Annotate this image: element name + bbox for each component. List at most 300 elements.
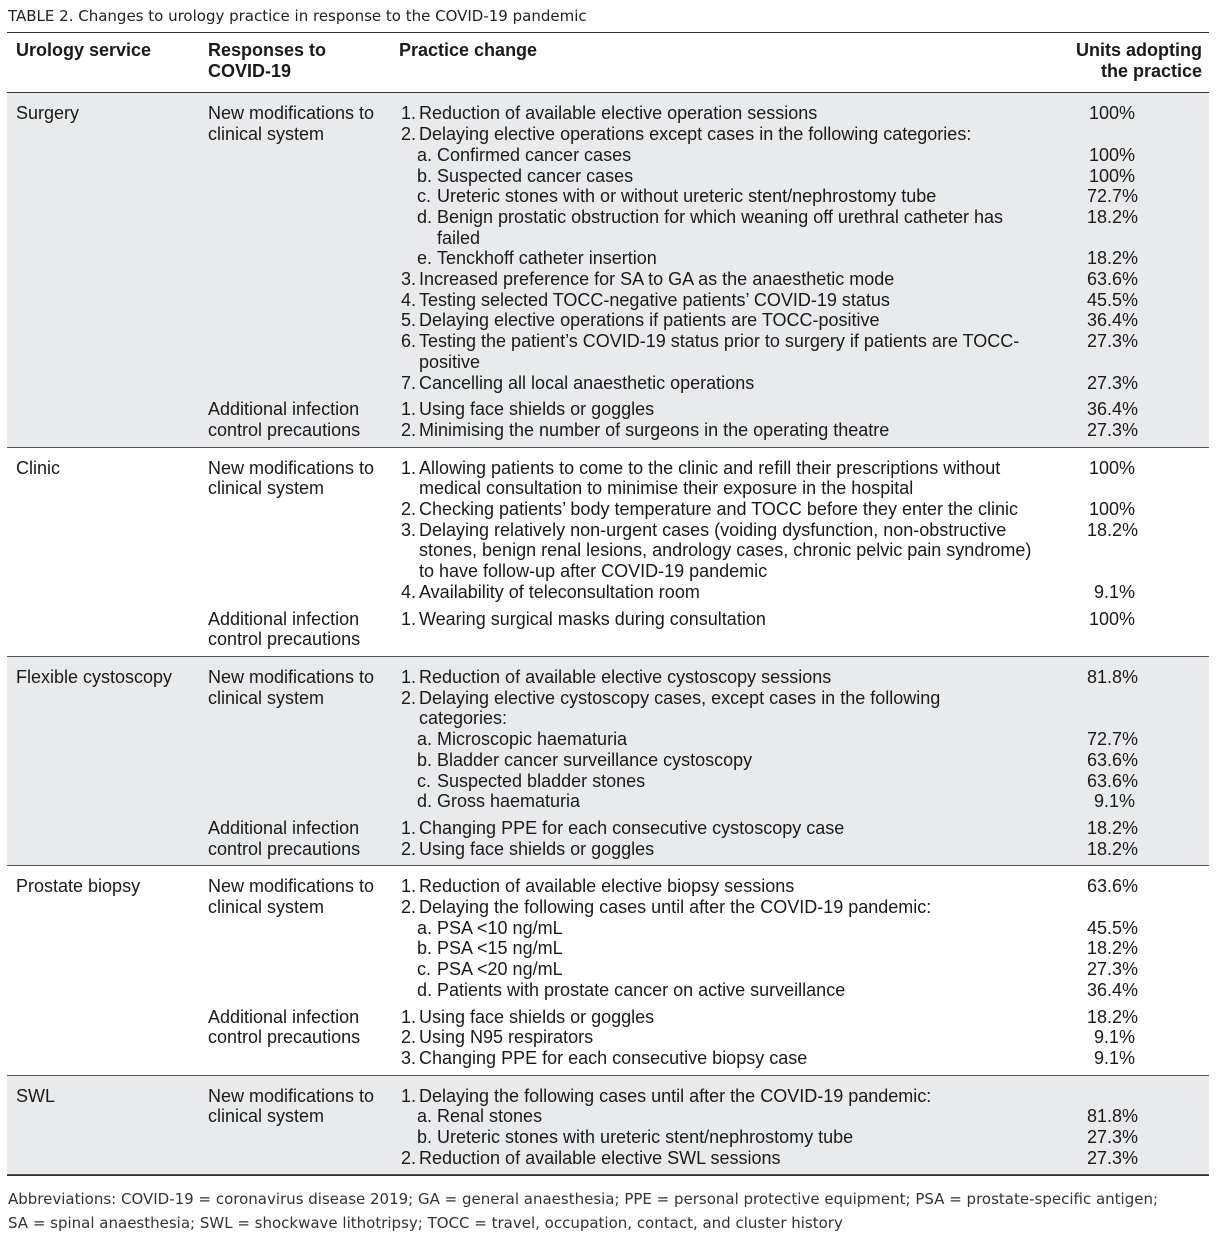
item-text-line: PSA <10 ng/mL xyxy=(437,917,563,938)
item-number: e. xyxy=(417,248,433,269)
item-number: 3. xyxy=(401,269,417,290)
table-row xyxy=(7,812,1209,866)
units-value: 9.1% xyxy=(1093,1027,1135,1048)
item-text-line: Ureteric stones with ureteric stent/nephrostomy tube xyxy=(437,1127,854,1148)
item-text-line: Cancelling all local anaesthetic operations xyxy=(419,372,755,393)
practice-item xyxy=(399,331,1059,372)
table-caption-label: TABLE 2. xyxy=(8,7,74,25)
units-value: 27.3% xyxy=(1087,331,1139,352)
units-value: 18.2% xyxy=(1087,838,1139,859)
units-value-line xyxy=(1087,269,1209,290)
units-value: 100% xyxy=(1088,457,1135,478)
units-value-line xyxy=(1087,186,1209,207)
urology-service-cell xyxy=(7,1001,206,1076)
practice-item xyxy=(399,310,1059,331)
practice-item xyxy=(399,729,1059,750)
item-number: 4. xyxy=(401,581,417,602)
item-number: b. xyxy=(417,1127,433,1148)
units-value: 81.8% xyxy=(1087,666,1139,687)
units-adopting-cell xyxy=(1059,656,1209,811)
units-value-line xyxy=(1087,1106,1209,1127)
units-value: 9.1% xyxy=(1093,581,1135,602)
table-header xyxy=(7,33,1209,93)
urology-service-cell xyxy=(7,393,206,447)
units-value-line xyxy=(1087,124,1209,145)
item-number: c. xyxy=(417,770,432,791)
units-value-line xyxy=(1087,1027,1209,1048)
item-number: 2. xyxy=(401,124,417,145)
header-units-adopting xyxy=(1059,33,1209,93)
item-number: 2. xyxy=(401,687,417,708)
item-text-line: Reduction of available elective biopsy sessions xyxy=(419,876,795,897)
practice-item xyxy=(399,959,1059,980)
item-text-line: Reduction of available elective SWL sessions xyxy=(419,1147,781,1168)
units-value: 18.2% xyxy=(1087,206,1139,227)
item-number: a. xyxy=(417,144,433,165)
item-number: 3. xyxy=(401,1047,417,1068)
units-value-line xyxy=(1087,166,1209,187)
response-line: Additional infection xyxy=(208,608,360,629)
units-value-line xyxy=(1087,959,1209,980)
units-value: 72.7% xyxy=(1087,186,1139,207)
units-value: 100% xyxy=(1088,144,1135,165)
item-text-line: Suspected bladder stones xyxy=(437,770,646,791)
units-value-line xyxy=(1087,729,1209,750)
item-text-line: Suspected cancer cases xyxy=(437,165,634,186)
table-row xyxy=(7,603,1209,657)
item-text-line: failed xyxy=(437,227,481,248)
item-number: c. xyxy=(417,186,432,207)
practice-change-cell xyxy=(399,447,1059,602)
practice-item xyxy=(399,186,1059,207)
practice-item xyxy=(399,839,1059,860)
item-number: 1. xyxy=(401,817,417,838)
units-value: 18.2% xyxy=(1087,519,1139,540)
table-row xyxy=(7,1001,1209,1076)
item-text-line: categories: xyxy=(419,708,508,729)
units-value-line xyxy=(1087,667,1209,688)
item-text-line: Increased preference for SA to GA as the anaesthetic mode xyxy=(419,269,895,290)
units-value-line xyxy=(1087,420,1209,441)
item-text-line: Checking patients’ body temperature and TOCC before they enter the clinic xyxy=(419,499,1019,520)
item-number: d. xyxy=(417,791,433,812)
practice-change-cell xyxy=(399,93,1059,393)
service-section xyxy=(7,447,1209,656)
units-value: 27.3% xyxy=(1087,1127,1139,1148)
footnote-line: Abbreviations: COVID-19 = coronavirus disease 2019; GA = general anaesthesia; PPE = personal protective equipment; PSA = prostate-specific antigen; xyxy=(8,1190,1159,1209)
item-number: 1. xyxy=(401,876,417,897)
units-value-line xyxy=(1087,918,1209,939)
units-value-line xyxy=(1087,228,1209,249)
practice-change-cell xyxy=(399,603,1059,657)
practice-item xyxy=(399,1048,1059,1069)
table-figure xyxy=(7,0,1209,1235)
units-value-line xyxy=(1087,938,1209,959)
units-value-line xyxy=(1087,248,1209,269)
units-value xyxy=(1087,540,1135,561)
response-line: Additional infection xyxy=(208,399,360,420)
units-value-line xyxy=(1087,561,1209,582)
practice-item xyxy=(399,876,1059,897)
practice-item xyxy=(399,818,1059,839)
response-cell xyxy=(206,866,399,1001)
item-text-line: Tenckhoff catheter insertion xyxy=(437,248,657,269)
units-value: 36.4% xyxy=(1087,979,1139,1000)
item-text-line: Bladder cancer surveillance cystoscopy xyxy=(437,749,753,770)
item-text-line: Changing PPE for each consecutive biopsy case xyxy=(419,1047,808,1068)
units-value-line xyxy=(1087,771,1209,792)
units-value-line xyxy=(1087,207,1209,228)
response-cell xyxy=(206,447,399,602)
practice-item xyxy=(399,582,1059,603)
units-adopting-cell xyxy=(1059,1075,1209,1175)
item-text-line: to have follow-up after COVID-19 pandemic xyxy=(419,561,768,582)
units-value: 45.5% xyxy=(1087,289,1139,310)
table-caption-text: Changes to urology practice in response to the COVID-19 pandemic xyxy=(78,7,587,25)
item-text-line: Using face shields or goggles xyxy=(419,838,655,859)
header-units-line: the practice xyxy=(1100,60,1202,81)
response-line: control precautions xyxy=(208,838,361,859)
units-value xyxy=(1087,124,1135,145)
response-line: clinical system xyxy=(208,478,325,499)
table-row xyxy=(7,656,1209,811)
item-text-line: Using N95 respirators xyxy=(419,1027,594,1048)
units-adopting-cell xyxy=(1059,93,1209,393)
item-number: 1. xyxy=(401,608,417,629)
practice-item xyxy=(399,1027,1059,1048)
response-line: New modifications to xyxy=(208,666,375,687)
units-value: 27.3% xyxy=(1087,419,1139,440)
units-value: 27.3% xyxy=(1087,959,1139,980)
practice-item xyxy=(399,269,1059,290)
practice-item xyxy=(399,1086,1059,1107)
units-value-line xyxy=(1087,478,1209,499)
units-value-line xyxy=(1087,1048,1209,1069)
header-urology-service: Urology service xyxy=(16,40,152,60)
units-adopting-cell xyxy=(1059,1001,1209,1076)
item-text-line: stones, benign renal lesions, andrology cases, chronic pelvic pain syndrome) xyxy=(419,540,1032,561)
table-footnote xyxy=(7,1176,1216,1235)
header-responses xyxy=(206,33,399,93)
urology-service-cell xyxy=(7,603,206,657)
response-line: clinical system xyxy=(208,897,325,918)
practice-item xyxy=(399,918,1059,939)
item-text-line: Delaying elective operations if patients are TOCC-positive xyxy=(419,310,880,331)
practice-item xyxy=(399,688,1059,729)
item-text-line: PSA <15 ng/mL xyxy=(437,938,563,959)
units-value-line xyxy=(1087,458,1209,479)
item-text-line: positive xyxy=(419,351,481,372)
urology-service-cell: Clinic xyxy=(16,457,61,478)
practice-item xyxy=(399,399,1059,420)
practice-item xyxy=(399,980,1059,1001)
practice-item xyxy=(399,1148,1059,1169)
table-caption xyxy=(7,0,1209,32)
practice-item xyxy=(399,290,1059,311)
table-row xyxy=(7,447,1209,602)
urology-service-cell: Surgery xyxy=(16,103,80,124)
item-text-line: medical consultation to minimise their exposure in the hospital xyxy=(419,478,914,499)
response-line: clinical system xyxy=(208,687,325,708)
units-value-line xyxy=(1087,750,1209,771)
units-value xyxy=(1087,897,1135,918)
item-text-line: PSA <20 ng/mL xyxy=(437,959,563,980)
practice-change-cell xyxy=(399,812,1059,866)
item-text-line: Allowing patients to come to the clinic and refill their prescriptions without xyxy=(419,457,1001,478)
units-value: 100% xyxy=(1088,608,1135,629)
response-line: New modifications to xyxy=(208,457,375,478)
item-text-line: Testing the patient’s COVID-19 status prior to surgery if patients are TOCC- xyxy=(419,331,1020,352)
practice-item xyxy=(399,609,1059,630)
table-row xyxy=(7,866,1209,1001)
units-value: 18.2% xyxy=(1087,938,1139,959)
item-text-line: Minimising the number of surgeons in the operating theatre xyxy=(419,419,890,440)
units-value: 63.6% xyxy=(1087,749,1139,770)
practice-item xyxy=(399,1127,1059,1148)
units-value xyxy=(1087,228,1135,249)
response-cell xyxy=(206,1001,399,1076)
units-value xyxy=(1087,708,1135,729)
practice-item xyxy=(399,938,1059,959)
item-number: 1. xyxy=(401,103,417,124)
practice-item xyxy=(399,248,1059,269)
units-value-line xyxy=(1087,103,1209,124)
units-value: 72.7% xyxy=(1087,729,1139,750)
units-adopting-cell xyxy=(1059,447,1209,602)
item-number: b. xyxy=(417,165,433,186)
item-number: a. xyxy=(417,1106,433,1127)
item-text-line: Delaying elective operations except cases in the following categories: xyxy=(419,124,972,145)
units-value-line xyxy=(1087,818,1209,839)
units-value: 18.2% xyxy=(1087,248,1139,269)
table-row xyxy=(7,1075,1209,1175)
item-text-line: Testing selected TOCC-negative patients’ COVID-19 status xyxy=(419,289,890,310)
units-value-line xyxy=(1087,839,1209,860)
response-line: New modifications to xyxy=(208,103,375,124)
item-number: c. xyxy=(417,959,432,980)
practice-item xyxy=(399,166,1059,187)
item-number: d. xyxy=(417,979,433,1000)
units-adopting-cell xyxy=(1059,603,1209,657)
header-units-line: Units adopting xyxy=(1076,40,1202,60)
units-value-line xyxy=(1087,290,1209,311)
item-number: 5. xyxy=(401,310,417,331)
response-line: clinical system xyxy=(208,124,325,145)
units-value-line xyxy=(1087,1148,1209,1169)
item-text-line: Delaying relatively non-urgent cases (voiding dysfunction, non-obstructive xyxy=(419,519,1007,540)
response-line: New modifications to xyxy=(208,876,375,897)
units-value-line xyxy=(1087,499,1209,520)
service-section xyxy=(7,656,1209,865)
response-cell xyxy=(206,603,399,657)
practice-changes-table xyxy=(7,32,1209,1175)
units-value: 27.3% xyxy=(1087,372,1139,393)
units-value-line xyxy=(1087,352,1209,373)
item-number: 2. xyxy=(401,1147,417,1168)
practice-item xyxy=(399,667,1059,688)
practice-item xyxy=(399,420,1059,441)
units-value xyxy=(1087,1086,1135,1107)
units-value-line xyxy=(1087,540,1209,561)
practice-item xyxy=(399,791,1059,812)
units-value-line xyxy=(1087,980,1209,1001)
response-cell xyxy=(206,656,399,811)
units-value: 63.6% xyxy=(1087,770,1139,791)
item-text-line: Using face shields or goggles xyxy=(419,1006,655,1027)
footnote-line: SA = spinal anaesthesia; SWL = shockwave lithotripsy; TOCC = travel, occupation, contact, and cluster history xyxy=(8,1213,843,1232)
units-value xyxy=(1087,688,1135,709)
units-value-line xyxy=(1087,609,1209,630)
response-cell xyxy=(206,1075,399,1175)
item-text-line: Ureteric stones with or without ureteric stent/nephrostomy tube xyxy=(437,186,937,207)
units-value-line xyxy=(1087,1007,1209,1028)
item-text-line: Gross haematuria xyxy=(437,791,581,812)
response-line: Additional infection xyxy=(208,1006,360,1027)
units-value-line xyxy=(1087,897,1209,918)
item-number: 1. xyxy=(401,399,417,420)
item-number: 1. xyxy=(401,1085,417,1106)
response-line: control precautions xyxy=(208,419,361,440)
units-value: 81.8% xyxy=(1087,1106,1139,1127)
table-row xyxy=(7,93,1209,393)
item-number: b. xyxy=(417,749,433,770)
units-value-line xyxy=(1087,373,1209,394)
item-number: a. xyxy=(417,917,433,938)
units-value: 27.3% xyxy=(1087,1147,1139,1168)
units-value-line xyxy=(1087,876,1209,897)
item-number: a. xyxy=(417,729,433,750)
item-text-line: Microscopic haematuria xyxy=(437,729,628,750)
urology-service-cell: Prostate biopsy xyxy=(16,876,141,897)
urology-service-cell: SWL xyxy=(16,1085,56,1106)
practice-item xyxy=(399,897,1059,918)
item-text-line: Reduction of available elective cystoscopy sessions xyxy=(419,666,832,687)
item-text-line: Renal stones xyxy=(437,1106,543,1127)
units-adopting-cell xyxy=(1059,812,1209,866)
units-value-line xyxy=(1087,310,1209,331)
units-value: 9.1% xyxy=(1093,1047,1135,1068)
units-value: 45.5% xyxy=(1087,917,1139,938)
practice-item xyxy=(399,373,1059,394)
units-value: 18.2% xyxy=(1087,1006,1139,1027)
practice-change-cell xyxy=(399,1075,1059,1175)
response-cell xyxy=(206,393,399,447)
units-adopting-cell xyxy=(1059,393,1209,447)
item-text-line: Using face shields or goggles xyxy=(419,399,655,420)
units-value: 100% xyxy=(1088,103,1135,124)
item-number: 2. xyxy=(401,419,417,440)
header-practice-change: Practice change xyxy=(399,40,538,60)
units-value: 18.2% xyxy=(1087,817,1139,838)
practice-item xyxy=(399,458,1059,499)
practice-change-cell xyxy=(399,1001,1059,1076)
response-line: control precautions xyxy=(208,1027,361,1048)
practice-item xyxy=(399,145,1059,166)
item-number: b. xyxy=(417,938,433,959)
item-text-line: Reduction of available elective operation sessions xyxy=(419,103,818,124)
item-number: 1. xyxy=(401,457,417,478)
units-value-line xyxy=(1087,520,1209,541)
practice-item xyxy=(399,207,1059,248)
practice-change-cell xyxy=(399,393,1059,447)
item-text-line: Patients with prostate cancer on active surveillance xyxy=(437,979,846,1000)
response-line: clinical system xyxy=(208,1106,325,1127)
item-number: d. xyxy=(417,206,433,227)
service-section xyxy=(7,866,1209,1075)
urology-service-cell: Flexible cystoscopy xyxy=(16,666,173,687)
service-section xyxy=(7,93,1209,447)
units-value xyxy=(1087,352,1135,373)
item-number: 2. xyxy=(401,897,417,918)
item-number: 2. xyxy=(401,499,417,520)
units-value-line xyxy=(1087,708,1209,729)
units-value: 36.4% xyxy=(1087,310,1139,331)
practice-item xyxy=(399,771,1059,792)
units-value: 9.1% xyxy=(1093,791,1135,812)
item-text-line: Delaying the following cases until after the COVID-19 pandemic: xyxy=(419,1085,932,1106)
item-number: 2. xyxy=(401,838,417,859)
units-value: 63.6% xyxy=(1087,269,1139,290)
item-text-line: Delaying elective cystoscopy cases, except cases in the following xyxy=(419,687,941,708)
units-value: 63.6% xyxy=(1087,876,1139,897)
units-adopting-cell xyxy=(1059,866,1209,1001)
units-value-line xyxy=(1087,331,1209,352)
table-row xyxy=(7,393,1209,447)
response-line: control precautions xyxy=(208,629,361,650)
item-text-line: Confirmed cancer cases xyxy=(437,144,632,165)
units-value: 100% xyxy=(1088,165,1135,186)
header-responses-line: Responses to xyxy=(208,40,327,60)
practice-item xyxy=(399,520,1059,582)
item-text-line: Changing PPE for each consecutive cystoscopy case xyxy=(419,817,845,838)
response-cell xyxy=(206,812,399,866)
practice-change-cell xyxy=(399,656,1059,811)
item-text-line: Wearing surgical masks during consultation xyxy=(419,608,766,629)
item-number: 7. xyxy=(401,372,417,393)
item-number: 2. xyxy=(401,1027,417,1048)
units-value: 36.4% xyxy=(1087,399,1139,420)
header-responses-line: COVID-19 xyxy=(208,60,292,81)
units-value xyxy=(1087,478,1135,499)
response-line: New modifications to xyxy=(208,1085,375,1106)
item-number: 6. xyxy=(401,331,417,352)
response-cell xyxy=(206,93,399,393)
item-text-line: Delaying the following cases until after the COVID-19 pandemic: xyxy=(419,897,932,918)
units-value-line xyxy=(1087,1086,1209,1107)
service-section xyxy=(7,1075,1209,1175)
practice-item xyxy=(399,499,1059,520)
item-text-line: Benign prostatic obstruction for which weaning off urethral catheter has xyxy=(437,206,1003,227)
practice-item xyxy=(399,1106,1059,1127)
practice-item xyxy=(399,103,1059,124)
item-number: 3. xyxy=(401,519,417,540)
units-value-line xyxy=(1087,688,1209,709)
practice-item xyxy=(399,750,1059,771)
units-value-line xyxy=(1087,399,1209,420)
urology-service-cell xyxy=(7,812,206,866)
units-value-line xyxy=(1087,145,1209,166)
response-line: Additional infection xyxy=(208,817,360,838)
item-number: 1. xyxy=(401,666,417,687)
practice-item xyxy=(399,124,1059,145)
item-number: 1. xyxy=(401,1006,417,1027)
units-value: 100% xyxy=(1088,499,1135,520)
item-number: 4. xyxy=(401,289,417,310)
practice-item xyxy=(399,1007,1059,1028)
units-value-line xyxy=(1087,791,1209,812)
units-value-line xyxy=(1087,582,1209,603)
units-value xyxy=(1087,561,1135,582)
